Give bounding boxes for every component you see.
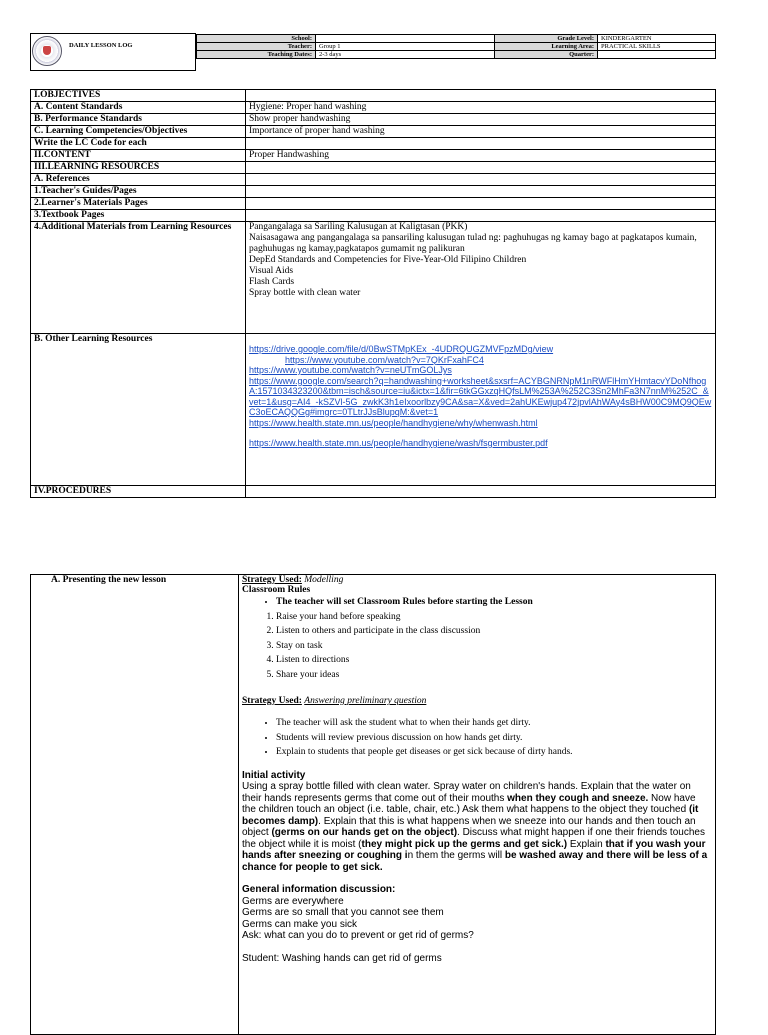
doc-title: DAILY LESSON LOG <box>69 42 133 49</box>
list-item: • The teacher will set Classroom Rules before starting the Lesson <box>276 595 712 610</box>
performance-standards-value: Show proper handwashing <box>246 114 716 126</box>
additional-materials-list <box>246 222 716 334</box>
strategy-label: Strategy Used: <box>242 575 302 585</box>
resource-link[interactable]: https://www.youtube.com/watch?v=7QKrFxahFC4 <box>285 354 484 365</box>
rules-heading: Classroom Rules <box>242 585 311 595</box>
resources-heading: III.LEARNING RESOURCES <box>31 162 246 174</box>
content-standards-label: A. Content Standards <box>31 102 246 114</box>
resource-link[interactable]: https://www.youtube.com/watch?v=neUTmGOLJys <box>249 365 452 375</box>
lesson-log-table <box>30 89 716 498</box>
list-item: 4. Listen to directions <box>276 653 712 668</box>
general-discussion-heading: General information discussion: <box>242 884 396 895</box>
references-label: A. References <box>31 174 246 186</box>
list-item: • The teacher will ask the student what to when their hands get dirty. <box>276 716 712 731</box>
quarter-value <box>598 51 716 59</box>
deped-seal-logo <box>32 36 62 66</box>
grade-value: KINDERGARTEN <box>598 35 716 43</box>
rules-bullet-list <box>242 595 712 610</box>
list-item: 5. Share your ideas <box>276 668 712 683</box>
list-item: • Explain to students that people get diseases or get sick because of dirty hands. <box>276 745 712 760</box>
list-item: Pangangalaga sa Sariling Kalusugan at Kaligtasan (PKK) <box>249 222 468 232</box>
dates-label: Teaching Dates: <box>197 51 316 59</box>
other-resources-label: B. Other Learning Resources <box>31 334 246 486</box>
list-item: 2. Listen to others and participate in the class discussion <box>276 624 712 639</box>
list-item: Ask: what can you do to prevent or get rid of germs? <box>242 930 474 941</box>
area-value: PRACTICAL SKILLS <box>598 43 716 51</box>
links-cell <box>246 334 716 486</box>
list-item: Spray bottle with clean water <box>249 288 361 298</box>
initial-activity-text: Using a spray bottle filled with clean water. Spray water on children's hands. Explain that the water on their hands represents germs that come out of their mouths when they cough and sneeze. Now have the children touch an object (i.e. table, chair, etc.) Ask them what happens to the object they touched (it becomes damp). Explain that this is what happens when we sneeze into our hands and then touch an object (germs on our hands get on the object). Discuss what might happen if one their friends touches the object while it is moist (they might pick up the germs and get sick.) Explain that if you wash your hands after sneezing or coughing in them the germs will be washed away and there will be less of a chance for people to get sick. <box>242 781 708 873</box>
content-value: Proper Handwashing <box>246 150 716 162</box>
logo-cell <box>30 33 196 71</box>
school-value <box>316 35 495 43</box>
procedure-cell <box>239 575 716 1035</box>
student-response: Student: Washing hands can get rid of germs <box>242 952 442 964</box>
lc-code-label: Write the LC Code for each <box>31 138 246 150</box>
teacher-label: Teacher: <box>197 43 316 51</box>
strategy-value: Modelling <box>304 575 344 585</box>
area-label: Learning Area: <box>495 43 598 51</box>
resource-link[interactable]: https://drive.google.com/file/d/0BwSTMpKEx_-4UDRQUGZMVFpzMDg/view <box>249 344 554 354</box>
teacher-value: Group 1 <box>316 43 495 51</box>
strategy-label: Strategy Used: <box>242 696 302 706</box>
prelim-list <box>242 716 712 760</box>
list-item: 3. Stay on task <box>276 639 712 654</box>
dates-value: 2-3 days <box>316 51 495 59</box>
procedures-heading: IV.PROCEDURES <box>31 486 246 498</box>
resource-link[interactable]: https://www.health.state.mn.us/people/handhygiene/why/whenwash.html <box>249 417 538 428</box>
list-item: Flash Cards <box>249 277 295 287</box>
list-item: Germs are everywhere <box>242 895 344 907</box>
grade-label: Grade Level: <box>495 35 598 43</box>
content-standards-value: Hygiene: Proper hand washing <box>246 102 716 114</box>
content-label: II.CONTENT <box>31 150 246 162</box>
additional-materials-label: 4.Additional Materials from Learning Resources <box>31 222 246 334</box>
procedures-table <box>30 574 716 1035</box>
list-item: Naisasagawa ang pangangalaga sa pansariling kalusugan tulad ng: paghuhugas ng kamay bago at pagkatapos kumain, paghuhugas ng kamay,pagkatapos gumamit ng palikuran <box>249 233 697 254</box>
teachers-guide-label: 1.Teacher's Guides/Pages <box>31 186 246 198</box>
quarter-label: Quarter: <box>495 51 598 59</box>
school-label: School: <box>197 35 316 43</box>
list-item: DepEd Standards and Competencies for Five-Year-Old Filipino Children <box>249 255 527 265</box>
resource-link[interactable]: https://www.google.com/search?q=handwashing+worksheet&sxsrf=ACYBGNRNpM1nRWFlHmYHmtacvYDoNfhogA:1571034323200&tbm=isch&source=iu&ictx=1&fir=6tkGGxzqHQfsLM%253A%252C3Sn2MhFa3N7nnM%252C_&vet=1&usg=AI4_-kSZVl-5G_zwkK3h1eIxoorlbzy9CA&sa=X&ved=2ahUKEwjup472jpvlAhWAy4sBHW00C9MQ9QEwC3oECAQQGg#imgrc=0TLtrJJsBlupqM:&vet=1 <box>249 375 712 417</box>
list-item: 1. Raise your hand before speaking <box>276 610 712 625</box>
presenting-lesson-label: A. Presenting the new lesson <box>31 575 239 1035</box>
textbook-label: 3.Textbook Pages <box>31 210 246 222</box>
performance-standards-label: B. Performance Standards <box>31 114 246 126</box>
initial-activity-heading: Initial activity <box>242 769 306 781</box>
objectives-heading: I.OBJECTIVES <box>31 90 246 102</box>
rules-list <box>242 610 712 683</box>
strategy-value: Answering preliminary question <box>304 696 427 706</box>
list-item: • Students will review previous discussion on how hands get dirty. <box>276 731 712 746</box>
list-item: Germs can make you sick <box>242 918 358 930</box>
competencies-value: Importance of proper hand washing <box>246 126 716 138</box>
resource-link[interactable]: https://www.health.state.mn.us/people/handhygiene/wash/fsgermbuster.pdf <box>249 438 548 448</box>
learners-material-label: 2.Learner's Materials Pages <box>31 198 246 210</box>
header-table <box>196 34 716 59</box>
competencies-label: C. Learning Competencies/Objectives <box>31 126 246 138</box>
list-item: Germs are so small that you cannot see them <box>242 907 444 918</box>
list-item: Visual Aids <box>249 266 294 276</box>
